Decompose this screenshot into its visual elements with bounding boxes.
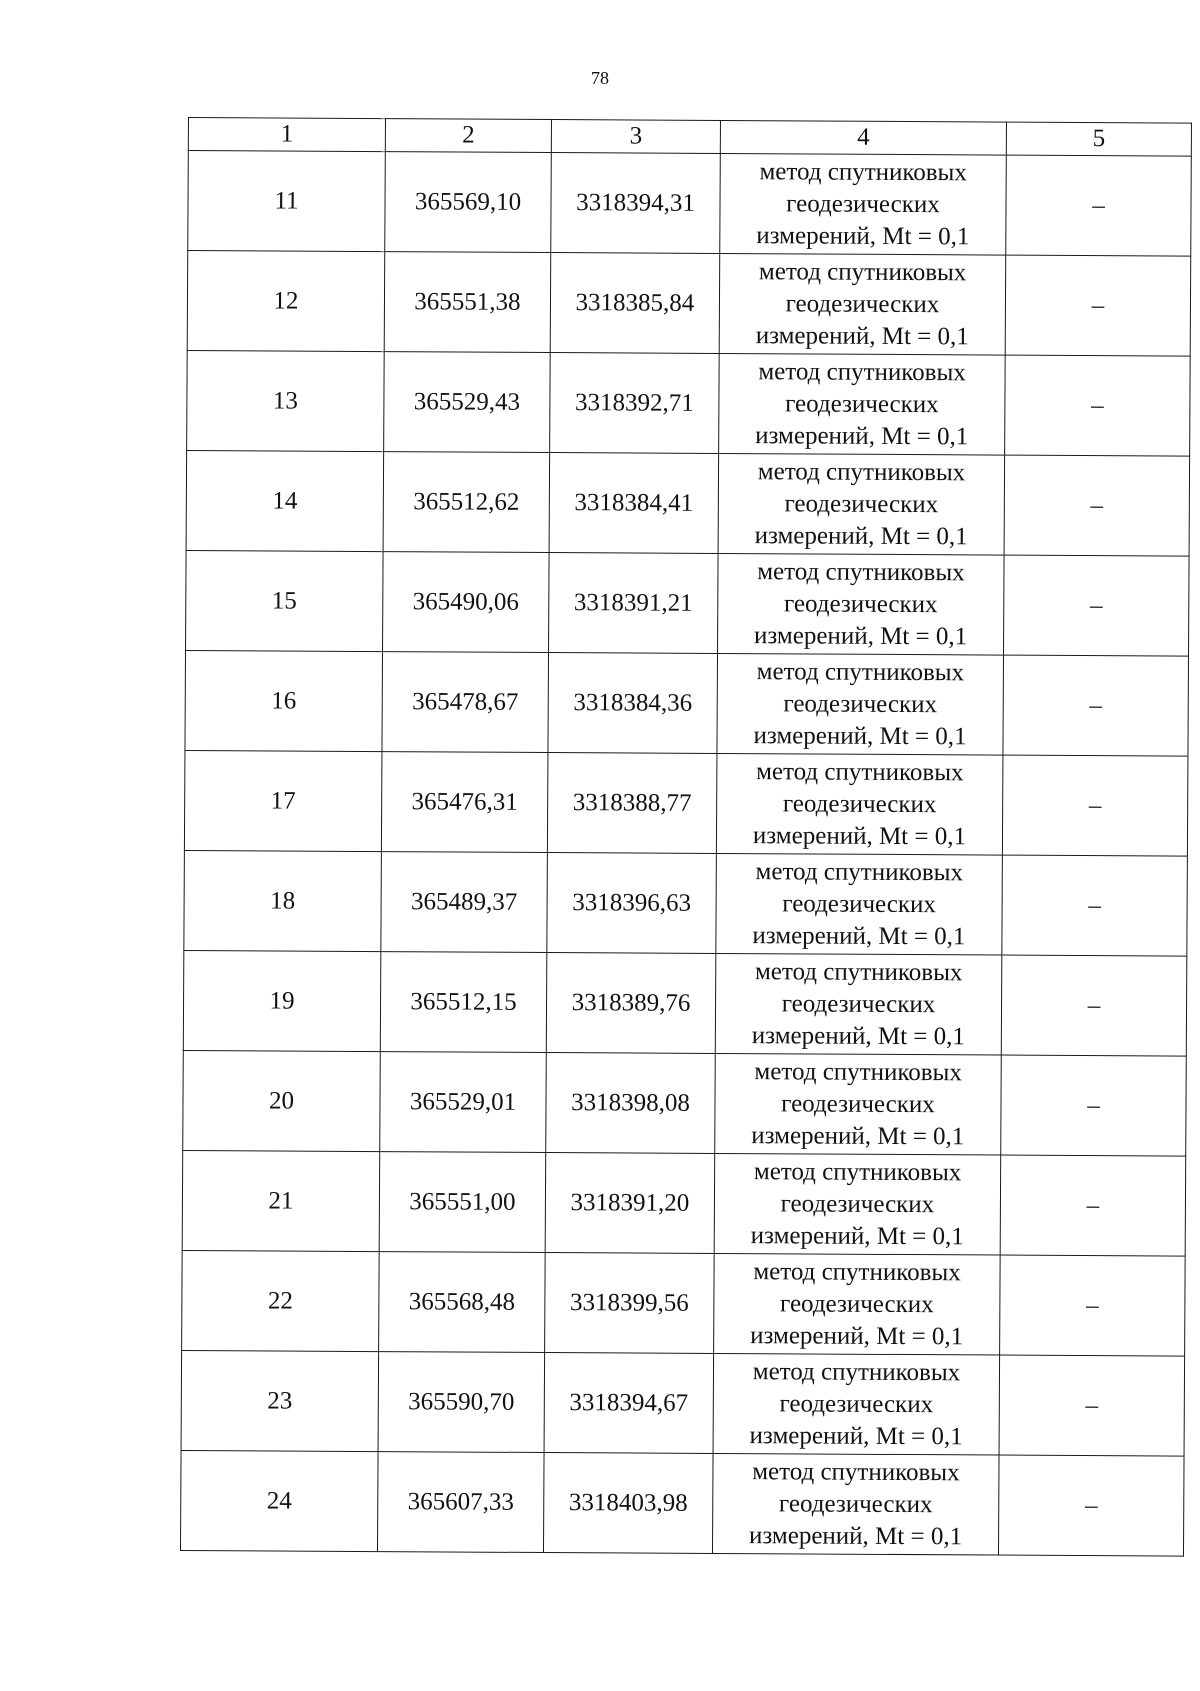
- header-col-1: 1: [188, 118, 385, 152]
- method-cell: [719, 353, 1006, 455]
- x-coordinate-cell: 365489,37: [381, 852, 548, 953]
- header-col-3: 3: [551, 120, 720, 154]
- x-coordinate-cell: 365512,15: [380, 952, 547, 1053]
- x-coordinate-cell: 365512,62: [383, 452, 550, 553]
- table-row: [186, 550, 1190, 656]
- method-line: метод спутниковых: [752, 1357, 961, 1386]
- method-cell: [716, 753, 1003, 855]
- table-row: [182, 1150, 1186, 1256]
- method-line: геодезических: [778, 1489, 933, 1518]
- method-line: измерений, Mt = 0,1: [753, 721, 967, 750]
- x-coordinate-cell: 365476,31: [381, 752, 548, 853]
- method-line: геодезических: [780, 1189, 935, 1218]
- note-cell: –: [1001, 955, 1187, 1056]
- y-coordinate-cell: 3318391,21: [549, 553, 719, 654]
- method-line: измерений, Mt = 0,1: [749, 1421, 963, 1450]
- method-line: измерений, Mt = 0,1: [751, 1021, 965, 1050]
- method-cell: [718, 553, 1005, 655]
- method-line: измерений, Mt = 0,1: [748, 1521, 963, 1550]
- method-line: геодезических: [785, 289, 940, 318]
- method-line: измерений, Mt = 0,1: [752, 921, 966, 950]
- method-cell: [713, 1353, 1000, 1455]
- x-coordinate-cell: 365569,10: [385, 152, 552, 253]
- note-cell: –: [1003, 655, 1189, 756]
- y-coordinate-cell: 3318398,08: [546, 1053, 716, 1154]
- point-number-cell: 24: [180, 1450, 378, 1551]
- table-row: [184, 750, 1188, 856]
- point-number-cell: 17: [184, 750, 382, 851]
- note-cell: –: [1002, 755, 1188, 856]
- point-number-cell: 18: [184, 850, 382, 951]
- point-number-cell: 20: [183, 1050, 381, 1151]
- note-cell: –: [1006, 155, 1192, 256]
- method-cell: [712, 1453, 999, 1555]
- method-line: геодезических: [780, 1289, 934, 1318]
- y-coordinate-cell: 3318399,56: [545, 1253, 715, 1354]
- method-line: метод спутниковых: [758, 357, 966, 386]
- note-cell: –: [998, 1455, 1184, 1556]
- method-line: метод спутниковых: [754, 1057, 962, 1086]
- point-number-cell: 14: [186, 450, 384, 551]
- method-line: измерений, Mt = 0,1: [751, 1121, 965, 1150]
- point-number-cell: 19: [183, 950, 381, 1051]
- method-cell: [717, 653, 1004, 755]
- method-line: метод спутниковых: [757, 457, 966, 486]
- method-cell: [714, 1253, 1001, 1355]
- header-row: [188, 118, 1191, 157]
- method-line: геодезических: [783, 589, 938, 618]
- x-coordinate-cell: 365568,48: [379, 1252, 546, 1353]
- method-line: метод спутниковых: [755, 857, 964, 886]
- method-line: метод спутниковых: [759, 157, 967, 186]
- header-col-5: 5: [1006, 122, 1191, 156]
- table-row: [187, 251, 1191, 357]
- x-coordinate-cell: 365478,67: [382, 652, 549, 753]
- method-line: измерений, Mt = 0,1: [755, 421, 969, 450]
- method-cell: [718, 453, 1005, 555]
- table-header: [188, 118, 1191, 157]
- table-row: [184, 850, 1188, 956]
- x-coordinate-cell: 365490,06: [383, 552, 550, 653]
- method-line: измерений, Mt = 0,1: [753, 621, 968, 650]
- method-line: метод спутниковых: [754, 957, 963, 986]
- point-number-cell: 12: [187, 251, 385, 352]
- point-number-cell: 15: [186, 550, 384, 651]
- method-line: геодезических: [785, 389, 939, 418]
- method-line: метод спутниковых: [753, 1257, 961, 1286]
- method-line: геодезических: [782, 789, 937, 818]
- table-body: [180, 151, 1191, 1557]
- note-cell: –: [1000, 1155, 1186, 1256]
- note-cell: –: [1005, 255, 1191, 356]
- method-line: геодезических: [781, 989, 936, 1018]
- table-row: [180, 1450, 1184, 1556]
- point-number-cell: 23: [181, 1350, 379, 1451]
- method-line: измерений, Mt = 0,1: [752, 821, 967, 850]
- method-cell: [719, 253, 1006, 355]
- method-line: метод спутниковых: [756, 757, 964, 786]
- method-line: геодезических: [786, 189, 940, 218]
- method-line: метод спутниковых: [752, 1457, 960, 1486]
- note-cell: –: [1005, 355, 1191, 456]
- table-row: [187, 350, 1191, 456]
- table-row: [183, 950, 1187, 1056]
- table-row: [181, 1350, 1185, 1456]
- note-cell: –: [999, 1355, 1185, 1456]
- method-cell: [715, 1053, 1002, 1155]
- method-cell: [720, 153, 1007, 255]
- table-row: [188, 151, 1192, 257]
- y-coordinate-cell: 3318385,84: [550, 253, 720, 354]
- x-coordinate-cell: 365590,70: [378, 1352, 545, 1453]
- y-coordinate-cell: 3318388,77: [547, 753, 717, 854]
- point-number-cell: 13: [187, 350, 385, 451]
- header-col-2: 2: [385, 119, 551, 153]
- table-row: [183, 1050, 1187, 1156]
- point-number-cell: 16: [185, 650, 383, 751]
- method-cell: [716, 853, 1003, 955]
- x-coordinate-cell: 365551,00: [379, 1152, 546, 1253]
- method-line: метод спутниковых: [753, 1157, 962, 1186]
- x-coordinate-cell: 365551,38: [384, 252, 551, 353]
- method-line: измерений, Mt = 0,1: [750, 1321, 964, 1350]
- coordinates-table: [180, 117, 1192, 1557]
- y-coordinate-cell: 3318396,63: [547, 853, 717, 954]
- note-cell: –: [1000, 1255, 1186, 1356]
- method-line: геодезических: [783, 689, 938, 718]
- method-line: геодезических: [784, 489, 939, 518]
- x-coordinate-cell: 365529,01: [380, 1052, 547, 1153]
- page-number: 78: [591, 68, 609, 88]
- method-line: геодезических: [782, 889, 936, 918]
- method-line: метод спутниковых: [758, 257, 967, 286]
- x-coordinate-cell: 365529,43: [384, 352, 551, 453]
- y-coordinate-cell: 3318392,71: [550, 353, 720, 454]
- method-line: метод спутниковых: [757, 557, 965, 586]
- note-cell: –: [1004, 455, 1190, 556]
- y-coordinate-cell: 3318384,36: [548, 653, 718, 754]
- table-row: [186, 450, 1190, 556]
- y-coordinate-cell: 3318403,98: [543, 1453, 713, 1554]
- note-cell: –: [1001, 1055, 1187, 1156]
- note-cell: –: [1004, 555, 1190, 656]
- method-line: измерений, Mt = 0,1: [756, 221, 970, 250]
- point-number-cell: 21: [182, 1150, 380, 1251]
- note-cell: –: [1002, 855, 1188, 956]
- x-coordinate-cell: 365607,33: [377, 1452, 544, 1553]
- y-coordinate-cell: 3318394,67: [544, 1353, 714, 1454]
- method-line: измерений, Mt = 0,1: [750, 1221, 964, 1250]
- table-row: [185, 650, 1189, 756]
- method-line: геодезических: [781, 1089, 935, 1118]
- point-number-cell: 22: [182, 1250, 380, 1351]
- method-cell: [715, 953, 1002, 1055]
- method-line: метод спутниковых: [756, 657, 965, 686]
- y-coordinate-cell: 3318384,41: [549, 453, 719, 554]
- method-line: измерений, Mt = 0,1: [755, 321, 969, 350]
- y-coordinate-cell: 3318394,31: [551, 153, 721, 254]
- method-cell: [714, 1153, 1001, 1255]
- method-line: измерений, Mt = 0,1: [754, 521, 968, 550]
- y-coordinate-cell: 3318391,20: [545, 1153, 715, 1254]
- y-coordinate-cell: 3318389,76: [546, 953, 716, 1054]
- method-line: геодезических: [779, 1389, 934, 1418]
- point-number-cell: 11: [188, 151, 386, 252]
- table-row: [182, 1250, 1186, 1356]
- header-col-4: 4: [720, 120, 1006, 155]
